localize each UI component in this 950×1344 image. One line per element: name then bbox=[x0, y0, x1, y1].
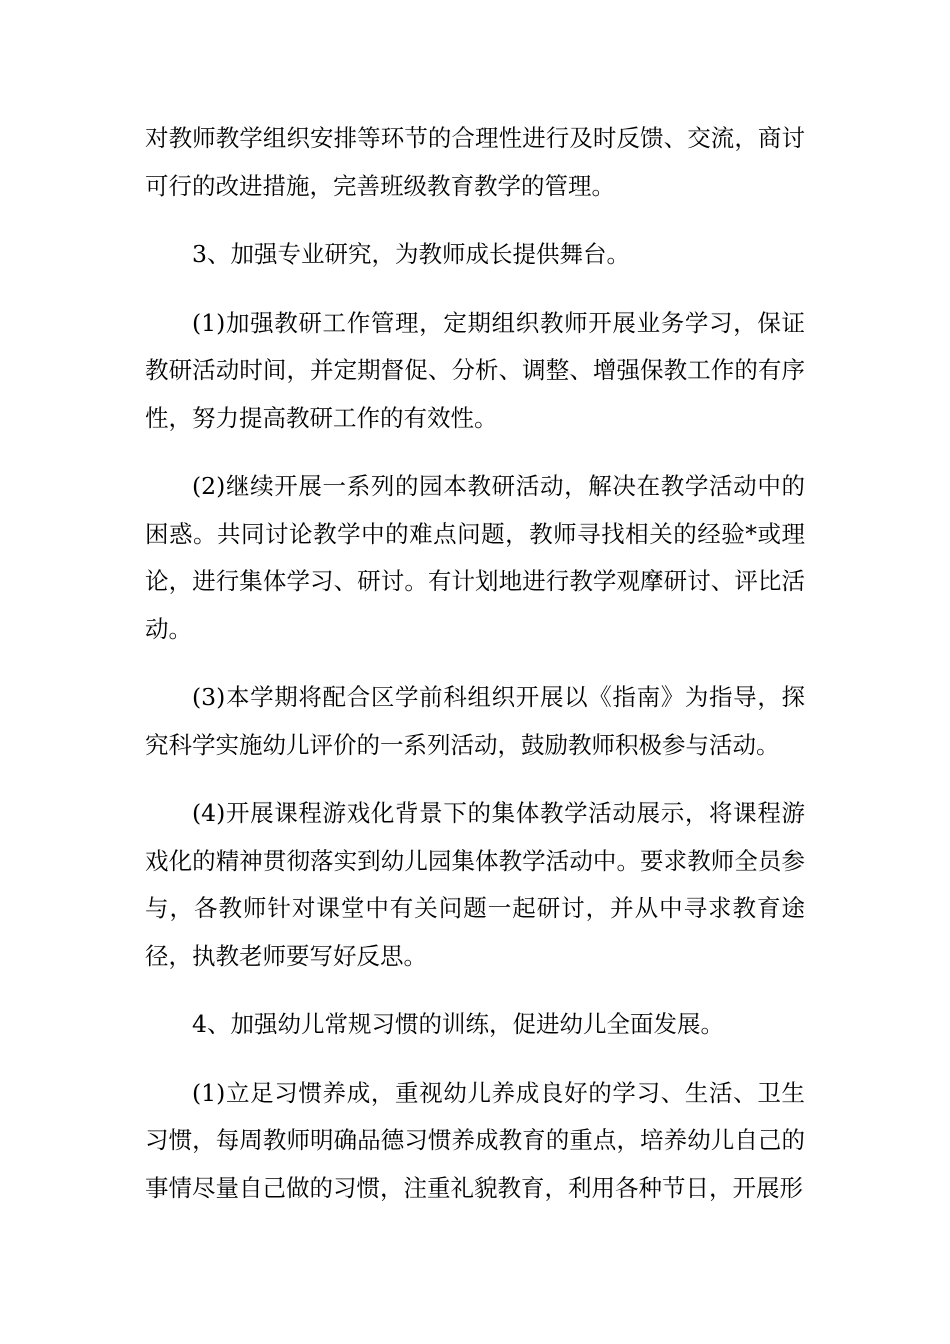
paragraph-3-4: (4)开展课程游戏化背景下的集体教学活动展示，将课程游戏化的精神贯彻落实到幼儿园集体教学活动中。要求教师全员参与，各教师针对课堂中有关问题一起研讨，并从中寻求教育途径，执教老师要写好反思。 bbox=[145, 799, 805, 970]
section-heading-3: 3、加强专业研究，为教师成长提供舞台。 bbox=[192, 240, 630, 268]
document-page bbox=[145, 115, 805, 1212]
paragraph-4-1: (1)立足习惯养成，重视幼儿养成良好的学习、生活、卫生习惯，每周教师明确品德习惯养成教育的重点，培养幼儿自己的事情尽量自己做的习惯，注重礼貌教育，利用各种节日，开展形 bbox=[145, 1078, 805, 1202]
paragraph-continuation: 对教师教学组织安排等环节的合理性进行及时反馈、交流，商讨可行的改进措施，完善班级教育教学的管理。 bbox=[145, 124, 805, 200]
paragraph-3-2: (2)继续开展一系列的园本教研活动，解决在教学活动中的困惑。共同讨论教学中的难点问题，教师寻找相关的经验*或理论，进行集体学习、研讨。有计划地进行教学观摩研讨、评比活动。 bbox=[145, 472, 805, 643]
paragraph-3-3: (3)本学期将配合区学前科组织开展以《指南》为指导，探究科学实施幼儿评价的一系列活动，鼓励教师积极参与活动。 bbox=[145, 683, 805, 759]
paragraph-3-1: (1)加强教研工作管理，定期组织教师开展业务学习，保证教研活动时间，并定期督促、分析、调整、增强保教工作的有序性，努力提高教研工作的有效性。 bbox=[145, 308, 805, 432]
section-heading-4: 4、加强幼儿常规习惯的训练，促进幼儿全面发展。 bbox=[192, 1010, 724, 1038]
